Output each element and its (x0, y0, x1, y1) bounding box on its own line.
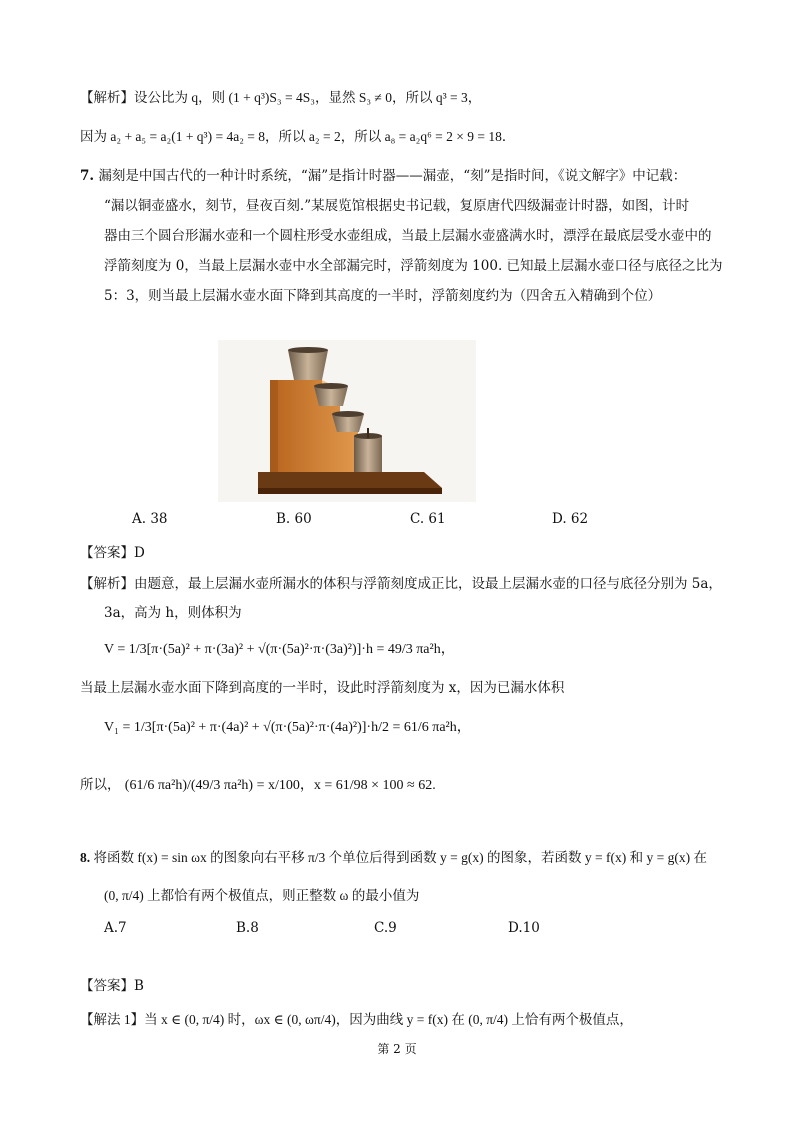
q7-analysis-1: 【解析】由题意，最上层漏水壶所漏水的体积与浮箭刻度成正比，设最上层漏水壶的口径与底径分别为 5a， (80, 576, 722, 592)
q8-option-a: A.7 (104, 920, 127, 936)
q8-method-1: 【解法 1】当 x ∈ (0, π/4) 时，ωx ∈ (0, ωπ/4)，因为曲线 y = f(x) 在 (0, π/4) 上恰有两个极值点， (80, 1012, 633, 1027)
q7-option-c: C. 61 (410, 511, 446, 527)
q8-text-2: (0, π/4) 上都恰有两个极值点，则正整数 ω 的最小值为 (104, 888, 420, 903)
q8-number: 8. (80, 850, 91, 865)
q7-text-3: 器由三个圆台形漏水壶和一个圆柱形受水壶组成，当最上层漏水壶盛满水时，漂浮在最底层受水壶中的 (104, 228, 712, 244)
q7-options (0, 511, 794, 531)
analysis-line-2: 因为 a₂ + a₅ = a₂(1 + q³) = 4a₂ = 8，所以 a₂ = 2，所以 a₈ = a₂q⁶ = 2 × 9 = 18． (80, 129, 516, 144)
q8-line-1 (80, 848, 734, 868)
q7-answer: 【答案】D (80, 545, 145, 561)
q7-text-1: 漏刻是中国古代的一种计时系统，“漏”是指计时器——漏壶，“刻”是指时间，《说文解字》中记载： (98, 168, 687, 184)
q8-options (0, 920, 794, 940)
q7-analysis-2: 3a，高为 h，则体积为 (104, 605, 242, 621)
q8-text-1: 将函数 f(x) = sin ωx 的图象向右平移 π/3 个单位后得到函数 y = g(x) 的图象，若函数 y = f(x) 和 y = g(x) 在 (93, 850, 707, 865)
q7-option-b: B. 60 (276, 511, 312, 527)
water-clock-figure (218, 340, 476, 502)
q7-analysis-4: 所以， (80, 777, 121, 793)
page-footer: 第 2 页 (377, 1042, 417, 1056)
analysis-line-1: 【解析】设公比为 q，则 (1 + q³)S₃ = 4S₃，显然 S₃ ≠ 0，所以 q³ = 3， (80, 90, 482, 105)
q7-option-a: A. 38 (132, 511, 168, 527)
q7-line-1 (80, 166, 734, 186)
q7-analysis-3: 当最上层漏水壶水面下降到高度的一半时，设此时浮箭刻度为 x，因为已漏水体积 (80, 680, 565, 696)
q7-equation-1: V = 1/3[π·(5a)² + π·(3a)² + √(π·(5a)²·π·(3a)²)]·h = 49/3 πa²h， (104, 642, 455, 657)
q7-line-so (80, 775, 734, 796)
q7-option-d: D. 62 (552, 511, 589, 527)
q7-text-5: 5：3，则当最上层漏水壶水面下降到其高度的一半时，浮箭刻度约为（四舍五入精确到个位） (104, 288, 662, 304)
q7-equation-2: V₁ = 1/3[π·(5a)² + π·(4a)² + √(π·(5a)²·π·(4a)²)]·h/2 = 61/6 πa²h， (104, 720, 471, 735)
q8-answer: 【答案】B (80, 978, 144, 994)
q7-equation-3: (61/6 πa²h)/(49/3 πa²h) = x/100，x = 61/98 × 100 ≈ 62. (124, 778, 436, 793)
q8-option-c: C.9 (374, 920, 397, 936)
q8-option-d: D.10 (508, 920, 540, 936)
q7-text-2: “漏以铜壶盛水，刻节，昼夜百刻.”某展览馆根据史书记载，复原唐代四级漏壶计时器，如图，计时 (104, 198, 690, 214)
q8-option-b: B.8 (236, 920, 259, 936)
q7-number: 7. (80, 168, 95, 184)
q7-text-4: 浮箭刻度为 0，当最上层漏水壶中水全部漏完时，浮箭刻度为 100. 已知最上层漏水壶口径与底径之比为 (104, 258, 723, 274)
